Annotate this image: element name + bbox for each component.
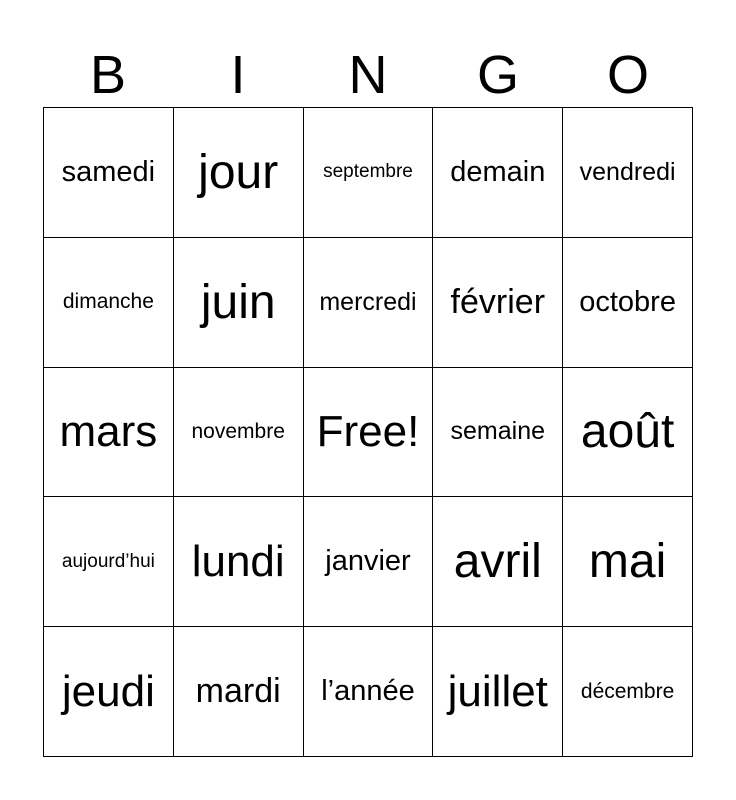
bingo-cell-r2-c2[interactable]: juin [174,238,304,368]
bingo-cell-r1-c3[interactable]: septembre [304,108,434,238]
bingo-cell-r2-c3[interactable]: mercredi [304,238,434,368]
bingo-cell-r4-c4[interactable]: avril [433,497,563,627]
header-letter-o: O [606,45,649,105]
bingo-cell-free-space[interactable]: Free! [304,368,434,498]
bingo-cell-r5-c2[interactable]: mardi [174,627,304,757]
bingo-cell-r4-c2[interactable]: lundi [174,497,304,627]
bingo-cell-r4-c1[interactable]: aujourd’hui [44,497,174,627]
bingo-cell-r2-c1[interactable]: dimanche [44,238,174,368]
bingo-cell-r5-c1[interactable]: jeudi [44,627,174,757]
bingo-cell-r1-c2[interactable]: jour [174,108,304,238]
bingo-cell-r5-c4[interactable]: juillet [433,627,563,757]
bingo-cell-r3-c4[interactable]: semaine [433,368,563,498]
bingo-cell-r2-c4[interactable]: février [433,238,563,368]
bingo-cell-r5-c3[interactable]: l’année [304,627,434,757]
bingo-cell-r5-c5[interactable]: décembre [563,627,693,757]
header-letter-n: N [348,45,388,105]
header-letter-b: B [89,45,127,105]
bingo-cell-r2-c5[interactable]: octobre [563,238,693,368]
bingo-cell-r4-c3[interactable]: janvier [304,497,434,627]
bingo-cell-r3-c2[interactable]: novembre [174,368,304,498]
bingo-cell-r3-c1[interactable]: mars [44,368,174,498]
bingo-cell-r4-c5[interactable]: mai [563,497,693,627]
header-letter-g: G [476,45,519,105]
bingo-card-grid [43,107,693,757]
bingo-cell-r3-c5[interactable]: août [563,368,693,498]
bingo-cell-r1-c5[interactable]: vendredi [563,108,693,238]
header-letter-i: I [230,45,246,105]
bingo-cell-r1-c1[interactable]: samedi [44,108,174,238]
bingo-cell-r1-c4[interactable]: demain [433,108,563,238]
bingo-header [43,44,693,106]
